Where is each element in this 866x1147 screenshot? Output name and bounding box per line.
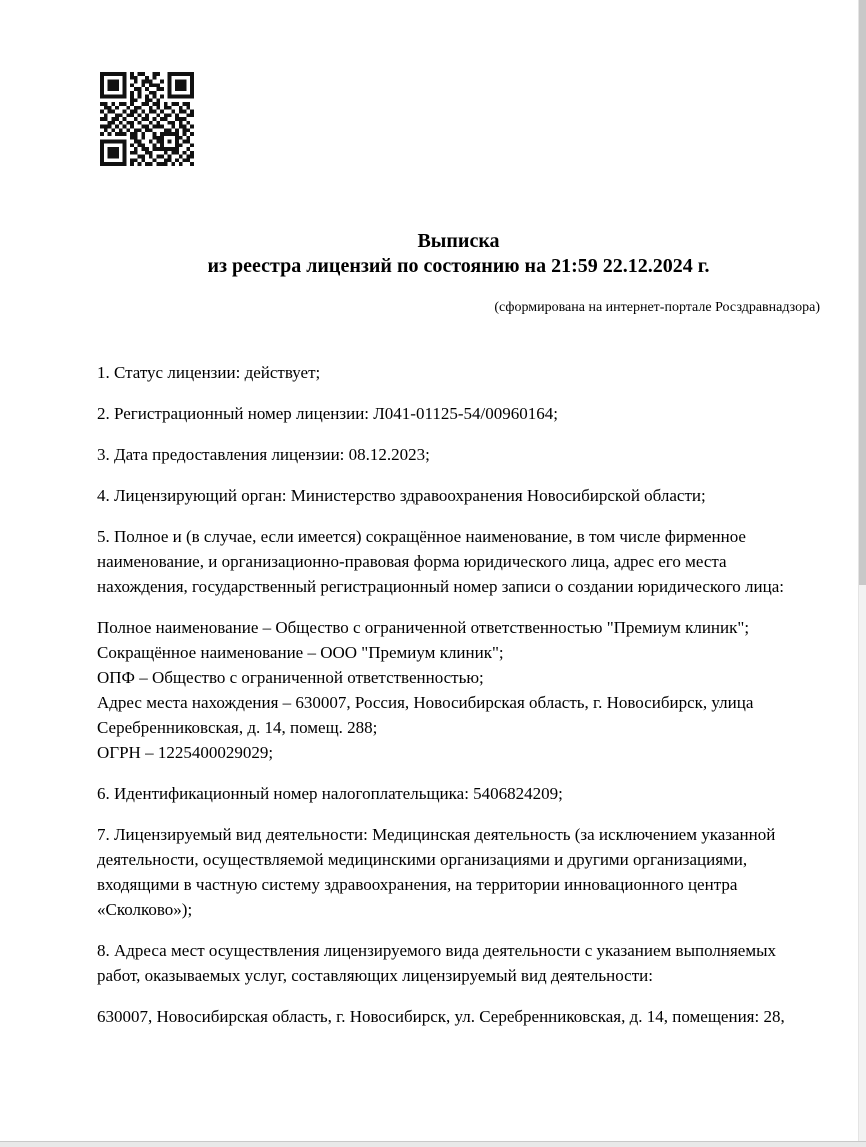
paragraph-grant-date: 3. Дата предоставления лицензии: 08.12.2023; bbox=[97, 445, 430, 464]
paragraph-full-name: Полное наименование – Общество с ограниченной ответственностью "Премиум клиник"; bbox=[97, 618, 750, 637]
paragraph-legal-address: Адрес места нахождения – 630007, Россия, Новосибирская область, г. Новосибирск, улица Серебренниковская, д. 14, помещ. 288; bbox=[97, 693, 754, 737]
paragraph-license-status: 1. Статус лицензии: действует; bbox=[97, 363, 321, 382]
paragraph-activity-addresses-intro: 8. Адреса мест осуществления лицензируемого вида деятельности с указанием выполняемых работ, оказываемых услуг, составляющих лицензируемый вид деятельности: bbox=[97, 941, 776, 985]
paragraph-activity-address: 630007, Новосибирская область, г. Новосибирск, ул. Серебренниковская, д. 14, помещения: 28, bbox=[97, 1007, 785, 1026]
paragraph-legal-form: ОПФ – Общество с ограниченной ответственностью; bbox=[97, 668, 484, 687]
paragraph-names-intro: 5. Полное и (в случае, если имеется) сокращённое наименование, в том числе фирменное наименование, и организационно-правовая форма юридического лица, адрес его места нахождения, государственный регистрационный номер записи о создании юридического лица: bbox=[97, 527, 785, 596]
title-line-2: из реестра лицензий по состоянию на 21:59 22.12.2024 г. bbox=[207, 255, 710, 277]
vertical-scrollbar[interactable] bbox=[858, 0, 866, 1141]
paragraph-inn: 6. Идентификационный номер налогоплательщика: 5406824209; bbox=[97, 784, 563, 803]
paragraph-licensing-authority: 4. Лицензирующий орган: Министерство здравоохранения Новосибирской области; bbox=[97, 486, 706, 505]
paragraph-activity-type: 7. Лицензируемый вид деятельности: Медицинская деятельность (за исключением указанной деятельности, осуществляемой медицинскими организациями и другими организациями, входящими в частную систему здравоохранения, на территории инновационного центра «Сколково»); bbox=[97, 825, 776, 919]
qr-code bbox=[100, 72, 194, 166]
document-subtitle: (сформирована на интернет-портале Росздравнадзора) bbox=[494, 300, 820, 315]
paragraph-ogrn: ОГРН – 1225400029029; bbox=[97, 743, 274, 762]
paragraph-registration-number: 2. Регистрационный номер лицензии: Л041-01125-54/00960164; bbox=[97, 404, 558, 423]
document-title bbox=[97, 229, 820, 279]
page-bottom-edge bbox=[0, 1141, 866, 1147]
paragraph-short-name: Сокращённое наименование – ООО "Премиум клиник"; bbox=[97, 643, 504, 662]
vertical-scrollbar-thumb[interactable] bbox=[859, 0, 866, 585]
title-line-1: Выписка bbox=[417, 230, 500, 252]
document-body bbox=[97, 360, 803, 1045]
